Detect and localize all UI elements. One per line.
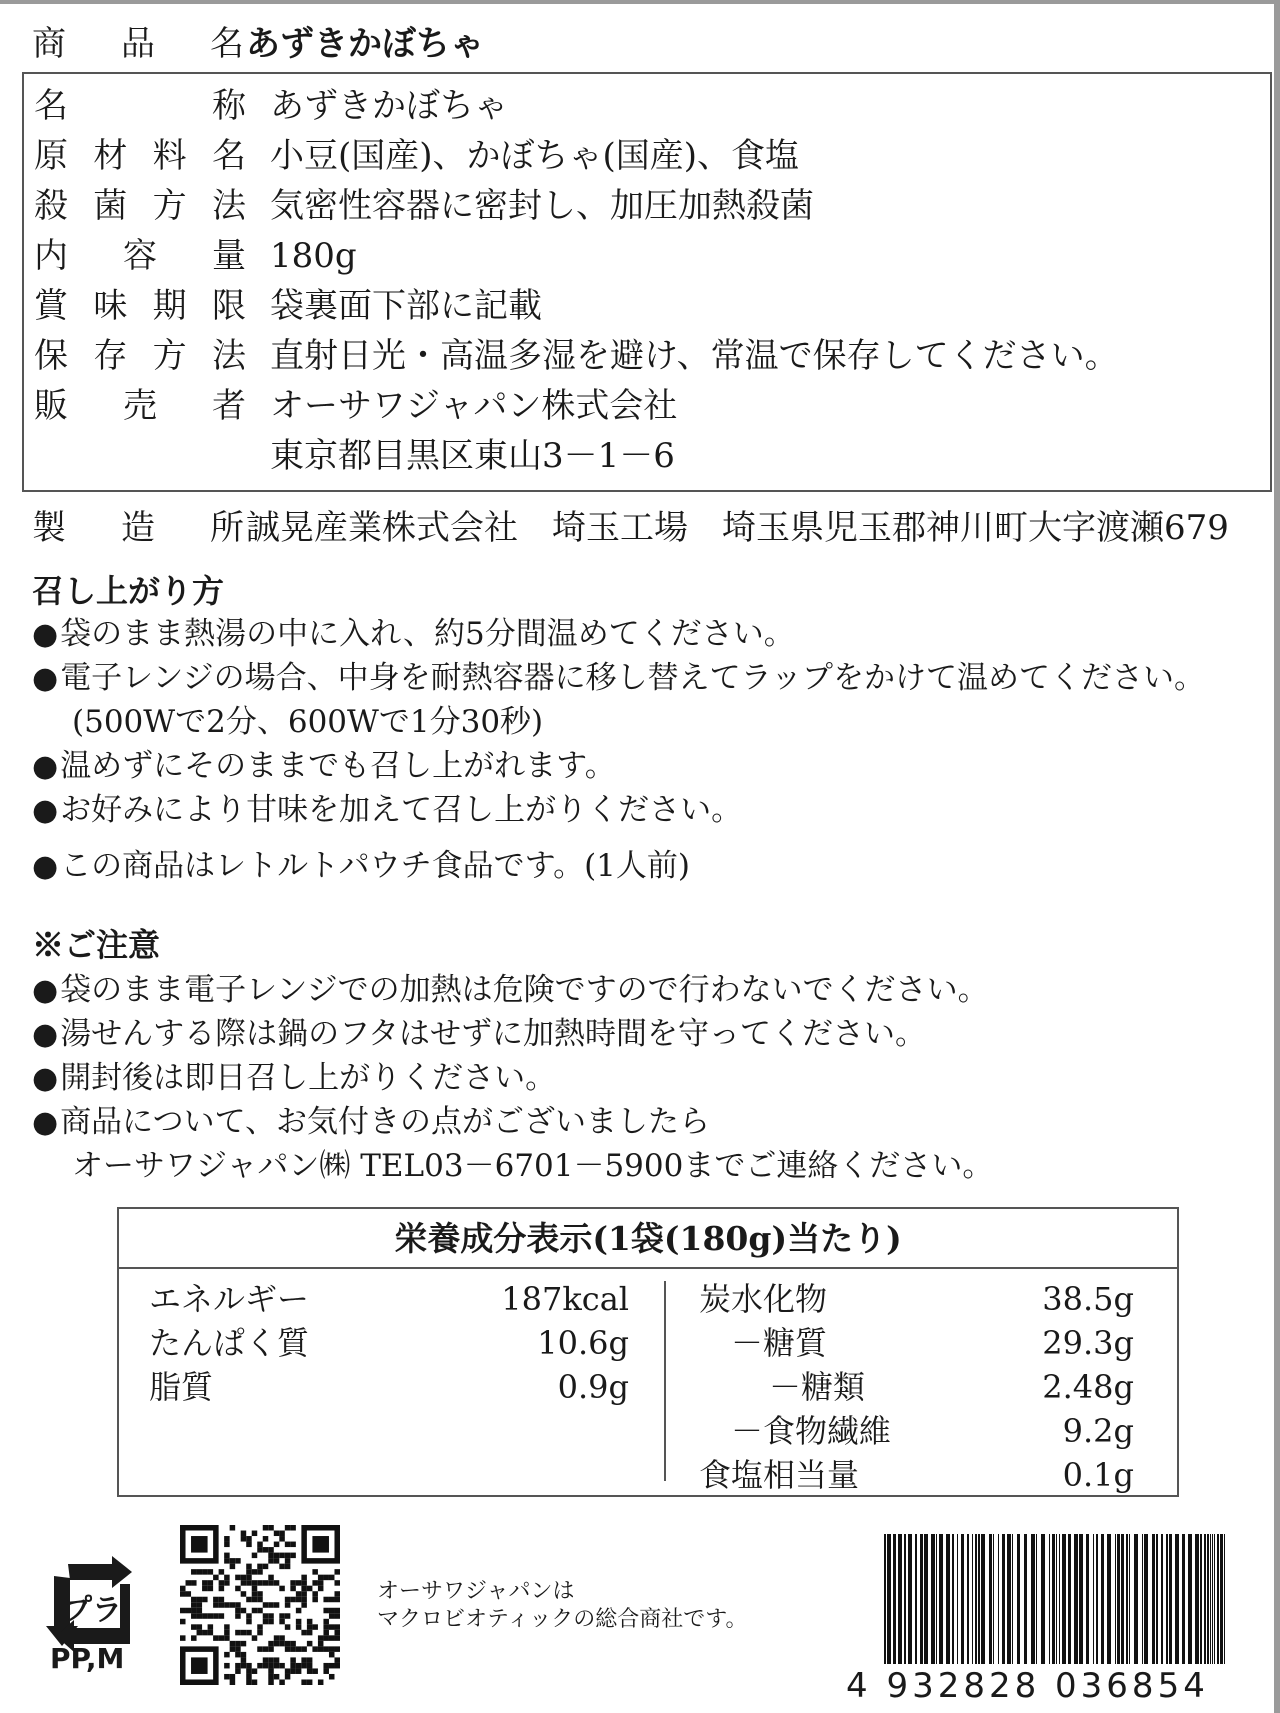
recycle-material-label: PP,M xyxy=(50,1642,125,1675)
nutrition-row: エネルギー 187kcal xyxy=(149,1280,629,1318)
spec-row-seller xyxy=(34,384,678,428)
spec-row-sterilization xyxy=(34,184,814,228)
nutrition-row: 食塩相当量 0.1g xyxy=(699,1456,1134,1494)
bullet-icon: ● xyxy=(32,1105,59,1140)
howto-title: 召し上がり方 xyxy=(32,572,225,610)
product-name-label: 商品名 xyxy=(32,24,244,64)
spec-table xyxy=(22,72,1272,492)
list-item: ●商品について、お気付きの点がございましたら xyxy=(32,1104,710,1140)
product-name-value: あずきかぼちゃ xyxy=(246,24,484,64)
microwave-note: (500Wで2分、600Wで1分30秒) xyxy=(72,704,544,740)
spec-value: 180g xyxy=(270,236,357,276)
spec-row-best-before xyxy=(34,284,542,328)
list-item: ●袋のまま電子レンジでの加熱は危険ですので行わないでください。 xyxy=(32,972,989,1008)
barcode-digits: 4 932828 036854 xyxy=(846,1666,1209,1706)
nutrition-row: －糖質 29.3g xyxy=(731,1324,1134,1362)
nutrition-row: －食物繊維 9.2g xyxy=(731,1412,1134,1450)
bullet-icon: ● xyxy=(32,617,59,652)
caution-title: ※ご注意 xyxy=(32,926,161,964)
nutrition-table xyxy=(117,1207,1179,1497)
spec-row-seller-address xyxy=(34,434,675,478)
bullet-icon: ● xyxy=(32,1061,59,1096)
contact-line: オーサワジャパン㈱ TEL03－6701－5900までご連絡ください。 xyxy=(72,1148,994,1184)
spec-label: 名称 xyxy=(34,86,246,126)
spec-row-storage xyxy=(34,334,1119,378)
spec-row-ingredients xyxy=(34,134,800,178)
list-item: ●電子レンジの場合、中身を耐熱容器に移し替えてラップをかけて温めてください。 xyxy=(32,660,1206,696)
caution-list xyxy=(32,968,993,1188)
spec-value: 小豆(国産)、かぼちゃ(国産)、食塩 xyxy=(270,136,800,176)
spec-row-content xyxy=(34,234,357,278)
spec-value: オーサワジャパン株式会社 xyxy=(270,386,678,426)
spec-label: 販売者 xyxy=(34,386,246,426)
spec-value: 袋裏面下部に記載 xyxy=(270,286,542,326)
nutrition-row: 脂質 0.9g xyxy=(149,1368,629,1406)
spec-value: 東京都目黒区東山3－1－6 xyxy=(270,436,675,476)
spec-row-name xyxy=(34,84,508,128)
list-item: ●この商品はレトルトパウチ食品です。(1人前) xyxy=(32,848,690,884)
spec-label: 原材料名 xyxy=(34,136,246,176)
spec-label: 内容量 xyxy=(34,236,246,276)
bullet-icon: ● xyxy=(32,973,59,1008)
bullet-icon: ● xyxy=(32,661,59,696)
list-item: ●温めずにそのままでも召し上がれます。 xyxy=(32,748,616,784)
howto-list xyxy=(32,612,1205,888)
spec-label: 保存方法 xyxy=(34,336,246,376)
nutrition-title: 栄養成分表示(1袋(180g)当たり) xyxy=(119,1209,1177,1269)
manufacturer-row xyxy=(32,506,1229,550)
spec-value: 直射日光・高温多湿を避け、常温で保存してください。 xyxy=(270,336,1119,376)
frame-border-right xyxy=(1274,0,1280,1713)
spec-label: 賞味期限 xyxy=(34,286,246,326)
nutrition-left-column xyxy=(149,1277,629,1409)
list-item: ●お好みにより甘味を加えて召し上がりください。 xyxy=(32,792,743,828)
spec-label: 殺菌方法 xyxy=(34,186,246,226)
bullet-icon: ● xyxy=(32,749,59,784)
manufacturer-label: 製造所 xyxy=(32,508,244,548)
nutrition-right-column xyxy=(699,1277,1134,1497)
product-name-row xyxy=(32,22,484,66)
recycle-mark-text: プラ xyxy=(62,1593,122,1628)
nutrition-row: －糖類 2.48g xyxy=(769,1368,1134,1406)
qr-code-icon xyxy=(180,1525,340,1685)
nutrition-divider xyxy=(664,1281,666,1481)
bullet-icon: ● xyxy=(32,793,59,828)
frame-border-top xyxy=(0,0,1280,4)
bullet-icon: ● xyxy=(32,849,59,884)
spec-value: あずきかぼちゃ xyxy=(270,86,508,126)
list-item: ●湯せんする際は鍋のフタはせずに加熱時間を守ってください。 xyxy=(32,1016,927,1052)
list-item: ●袋のまま熱湯の中に入れ、約5分間温めてください。 xyxy=(32,616,795,652)
manufacturer-value: 誠晃産業株式会社 埼玉工場 埼玉県児玉郡神川町大字渡瀬679 xyxy=(246,508,1229,548)
nutrition-row: 炭水化物 38.5g xyxy=(699,1280,1134,1318)
bullet-icon: ● xyxy=(32,1017,59,1052)
list-item: ●開封後は即日召し上がりください。 xyxy=(32,1060,557,1096)
nutrition-row: たんぱく質 10.6g xyxy=(149,1324,629,1362)
spec-value: 気密性容器に密封し、加圧加熱殺菌 xyxy=(270,186,814,226)
company-tagline: オーサワジャパンは マクロビオティックの総合商社です。 xyxy=(377,1579,748,1632)
